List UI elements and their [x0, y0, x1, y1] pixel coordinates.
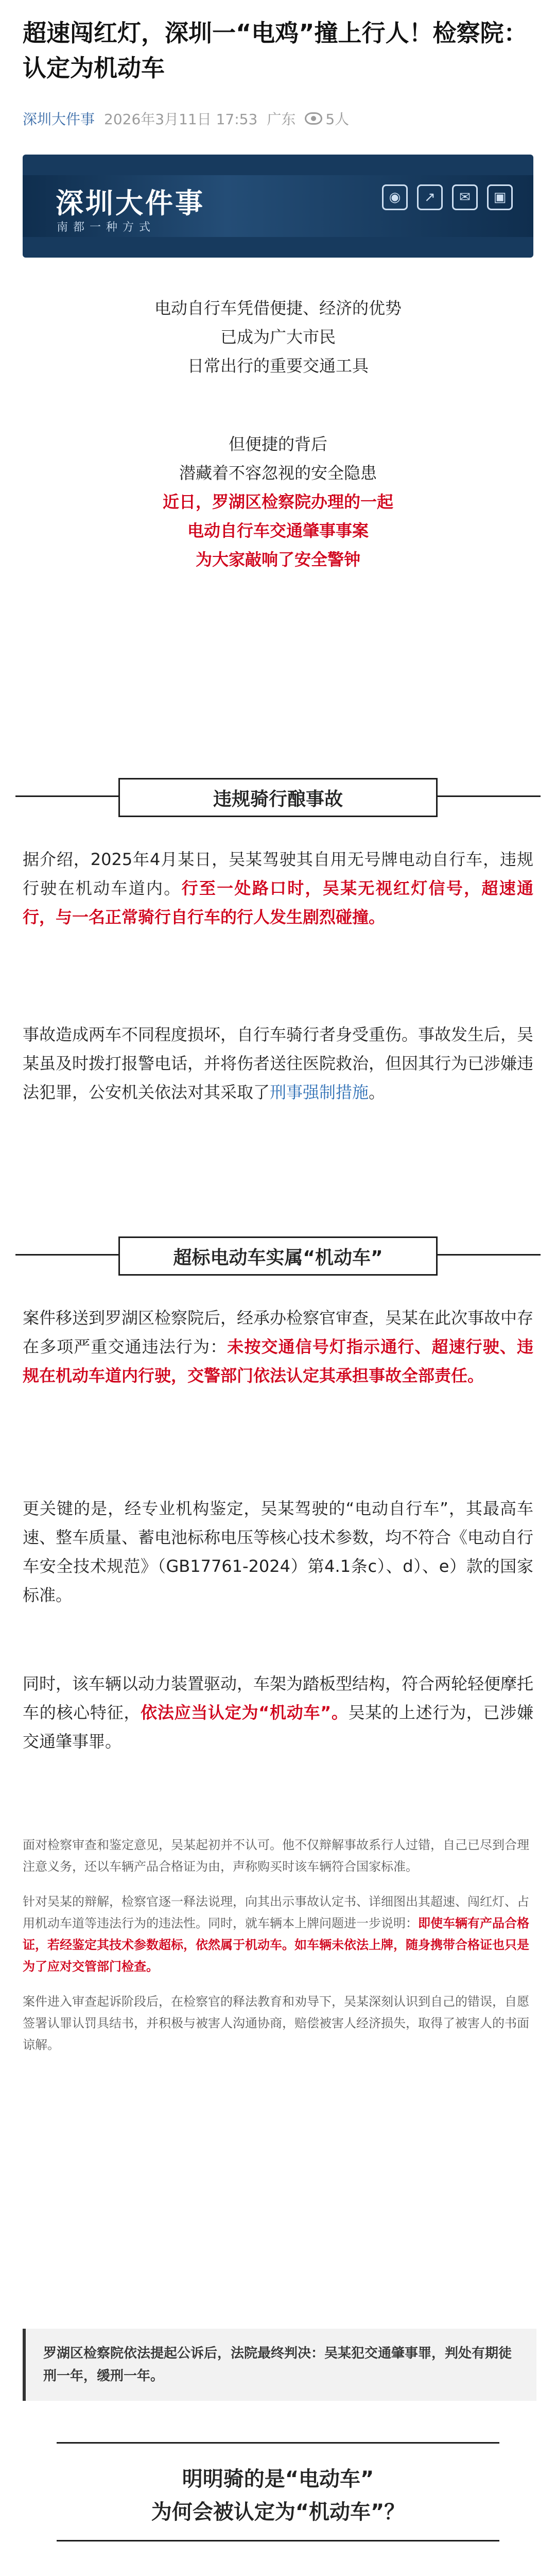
heading-box: 违规骑行酿事故 [118, 778, 438, 817]
question-heading [0, 2463, 556, 2529]
paragraph [23, 1020, 533, 1107]
chat-icon: ✉ [452, 184, 478, 210]
verdict-text: 罗湖区检察院依法提起公诉后，法院最终判决：吴某犯交通肇事罪，判处有期徒刑一年，缓刑一年。 [43, 2346, 512, 2384]
intro-line-highlight: 为大家敲响了安全警钟 [195, 550, 360, 569]
note-paragraph: 面对检察审查和鉴定意见，吴某起初并不认可。他不仅辩解事故系行人过错，自己已尽到合理注意义务，还以车辆产品合格证为由，声称购买时该车辆符合国家标准。 [23, 1838, 529, 1874]
article-title: 超速闯红灯，深圳一“电鸡”撞上行人！检察院：认定为机动车 [23, 19, 528, 82]
note-text: 针对吴某的辩解，检察官逐一释法说理，向其出示事故认定书、详细图出其超速、闯红灯、占用机动车道等违法行为的违法性。同时，就车辆本上牌问题进一步说明： [23, 1894, 529, 1930]
paragraph-highlight: 行至一处路口时，吴某无视红灯信号，超速通行，与一名正常骑行自行车的行人发生剧烈碰撞。 [23, 878, 533, 927]
paragraph [23, 1303, 533, 1390]
banner-subtitle: 南都一种方式 [57, 221, 156, 234]
intro-line: 电动自行车凭借便捷、经济的优势 [154, 298, 402, 318]
intro-line-highlight: 电动自行车交通肇事事案 [187, 521, 369, 540]
paragraph-text: 吴某的上述行为，已涉嫌交通肇事罪。 [23, 1703, 533, 1751]
paragraph [23, 1669, 533, 1756]
header-banner [23, 155, 533, 258]
intro-line-highlight: 近日，罗湖区检察院办理的一起 [162, 492, 393, 512]
paragraph-text: 同时，该车辆以动力装置驱动，车架为踏板型结构，符合两轮轻便摩托车的核心特征， [23, 1674, 534, 1722]
heading-box: 超标电动车实属“机动车” [118, 1236, 438, 1276]
paragraph-text: 案件移送到罗湖区检察院后，经承办检察官审查，吴某在此次事故中存在多项严重交通违法行为： [23, 1308, 534, 1357]
intro-block [0, 294, 556, 574]
question-line-2: 为何会被认定为“机动车”？ [151, 2500, 405, 2524]
note-paragraph: 案件进入审查起诉阶段后，在检察官的释法教育和劝导下，吴某深刻认识到自己的错误，自愿签署认罪认罚具结书，并积极与被害人沟通协商，赔偿被害人经济损失，取得了被害人的书面谅解。 [23, 1994, 529, 2052]
paragraph-highlight: 依法应当认定为“机动车”。 [141, 1703, 349, 1722]
intro-spacer [0, 380, 556, 409]
camera-icon: ◉ [382, 184, 408, 210]
banner-icons [382, 184, 513, 210]
article-meta [23, 108, 349, 129]
note-highlight: 即使车辆有产品合格证，若经鉴定其技术参数超标，依然属于机动车。如车辆未依法上牌，随身携带合格证也只是为了应对交管部门检查。 [23, 1916, 529, 1974]
location-label: 广东 [267, 111, 296, 128]
share-icon: ↗ [417, 184, 443, 210]
source-link[interactable]: 深圳大件事 [23, 111, 95, 128]
image-icon: ▣ [487, 184, 513, 210]
publish-time: 2026年3月11日 17:53 [104, 111, 258, 128]
paragraph: 更关键的是，经专业机构鉴定，吴某驾驶的“电动自行车”，其最高车速、整车质量、蓄电池标称电压等核心技术参数，均不符合《电动自行车安全技术规范》（GB17761-2024）第4.1条c）、d）、e）款的国家标准。 [23, 1499, 534, 1605]
section-heading [103, 773, 453, 819]
paragraph-text: 。 [369, 1082, 386, 1102]
section-heading [103, 1231, 453, 1278]
view-count-text: 5人 [325, 111, 350, 128]
intro-line: 但便捷的背后 [228, 434, 327, 454]
paragraph-text: 事故造成两车不同程度损坏，自行车骑行者身受重伤。事故发生后，吴某虽及时拨打报警电话，并将伤者送往医院救治，但因其行为已涉嫌违法犯罪，公安机关依法对其采取了 [23, 1025, 534, 1102]
paragraph-highlight: 未按交通信号灯指示通行、超速行驶、违规在机动车道内行驶，交警部门依法认定其承担事故全部责任。 [23, 1337, 533, 1385]
intro-line: 日常出行的重要交通工具 [187, 356, 369, 376]
divider-top [57, 2442, 499, 2444]
notes-block [23, 1834, 533, 2069]
criminal-measure-link[interactable]: 刑事强制措施 [270, 1082, 369, 1102]
intro-line: 已成为广大市民 [220, 327, 336, 347]
paragraph-text: 据介绍，2025年4月某日，吴某驾驶其自用无号牌电动自行车，违规行驶在机动车道内。 [23, 850, 533, 898]
banner-title: 深圳大件事 [56, 187, 205, 219]
note-paragraph [23, 1891, 533, 1977]
divider-bottom [57, 2540, 499, 2541]
view-count [305, 108, 349, 129]
intro-line: 潜藏着不容忽视的安全隐患 [179, 463, 377, 483]
paragraph [23, 845, 533, 931]
verdict-quote [23, 2329, 536, 2401]
question-line-1: 明明骑的是“电动车” [182, 2467, 374, 2491]
eye-icon [305, 112, 322, 125]
